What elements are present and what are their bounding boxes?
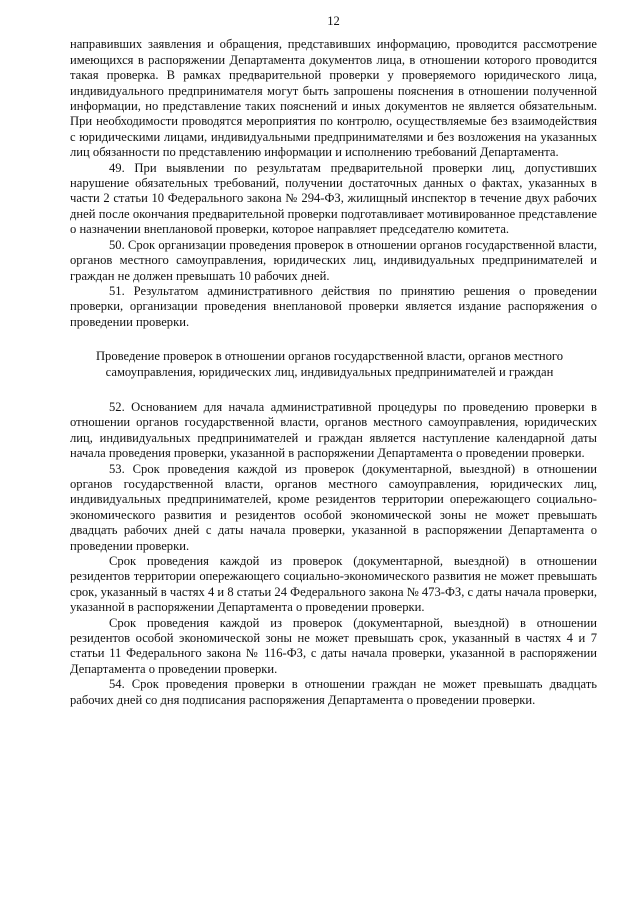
paragraph-54: 54. Срок проведения проверки в отношении граждан не может превышать двадцать рабочих дней со дня подписания распоряжения Департамента о проведении проверки. bbox=[70, 677, 597, 707]
paragraph-53-tosed: Срок проведения каждой из проверок (документарной, выездной) в отношении резидентов территории опережающего социально-экономического развития не может превышать срок, указанный в частях 4 и 8 статьи 24 Федерального закона № 473-ФЗ, с даты начала проверки, указанной в распоряжении Департамента о проведении проверки. bbox=[70, 554, 598, 615]
paragraph-50: 50. Срок организации проведения проверок в отношении органов государственной власти, органов местного самоуправления, юридических лиц, индивидуальных предпринимателей и граждан не должен превышать 10 рабочих дней. bbox=[70, 237, 597, 283]
paragraph-53: 53. Срок проведения каждой из проверок (документарной, выездной) в отношении органов государственной власти, органов местного самоуправления, юридических лиц, индивидуальных предпринимателей, кроме резидентов территории опережающего социально-экономического развития и резидентов особой экономической зоны не может превышать двадцать рабочих дней с даты начала проверки, указанной в распоряжении Департамента о проведении проверки. bbox=[70, 461, 597, 553]
paragraph-53-sez: Срок проведения каждой из проверок (документарной, выездной) в отношении резидентов особой экономической зоны не может превышать срок, указанный в частях 4 и 7 статьи 11 Федерального закона № 116-ФЗ, с даты начала проверки, указанной в распоряжении Департамента о проведении проверки. bbox=[70, 615, 597, 676]
paragraph-52: 52. Основанием для начала административной процедуры по проведению проверки в отношении органов государственной власти, органов местного самоуправления, юридических лиц, индивидуальных предпринимателей и граждан является наступление календарной даты начала проведения проверки, указанной в распоряжении Департамента о проведении проверки. bbox=[70, 399, 597, 461]
paragraph-49: 49. При выявлении по результатам предварительной проверки лиц, допустивших нарушение обязательных требований, получении достаточных данных о фактах, указанных в части 2 статьи 10 Федерального закона № 294-ФЗ, жилищный инспектор в течение двух рабочих дней после окончания предварительной проверки подготавливает мотивированное представление о назначении внеплановой проверки, которое направляет председателю комитета. bbox=[70, 160, 597, 237]
section-heading: Проведение проверок в отношении органов государственной власти, органов местного самоуправления, юридических лиц, индивидуальных предпринимателей и граждан bbox=[95, 349, 564, 379]
page-number: 12 bbox=[327, 14, 340, 28]
paragraph-continuation: направивших заявления и обращения, представивших информацию, проводится рассмотрение имеющихся в распоряжении Департамента документов лица, в отношении которого проводится такая проверка. В рамках предварительной проверки у проверяемого юридического лица, индивидуального предпринимателя могут быть запрошены пояснения в отношении полученной информации, но представление таких пояснений и иных документов не является обязательным. При необходимости проводятся мероприятия по контролю, осуществляемые без взаимодействия с юридическими лицами, индивидуальными предпринимателями и без возложения на указанных лиц обязанности по представлению информации и исполнению требований Департамента. bbox=[70, 37, 597, 160]
paragraph-51: 51. Результатом административного действия по принятию решения о проведении проверки, организации проведения внеплановой проверки является издание распоряжения о проведении проверки. bbox=[70, 283, 597, 329]
